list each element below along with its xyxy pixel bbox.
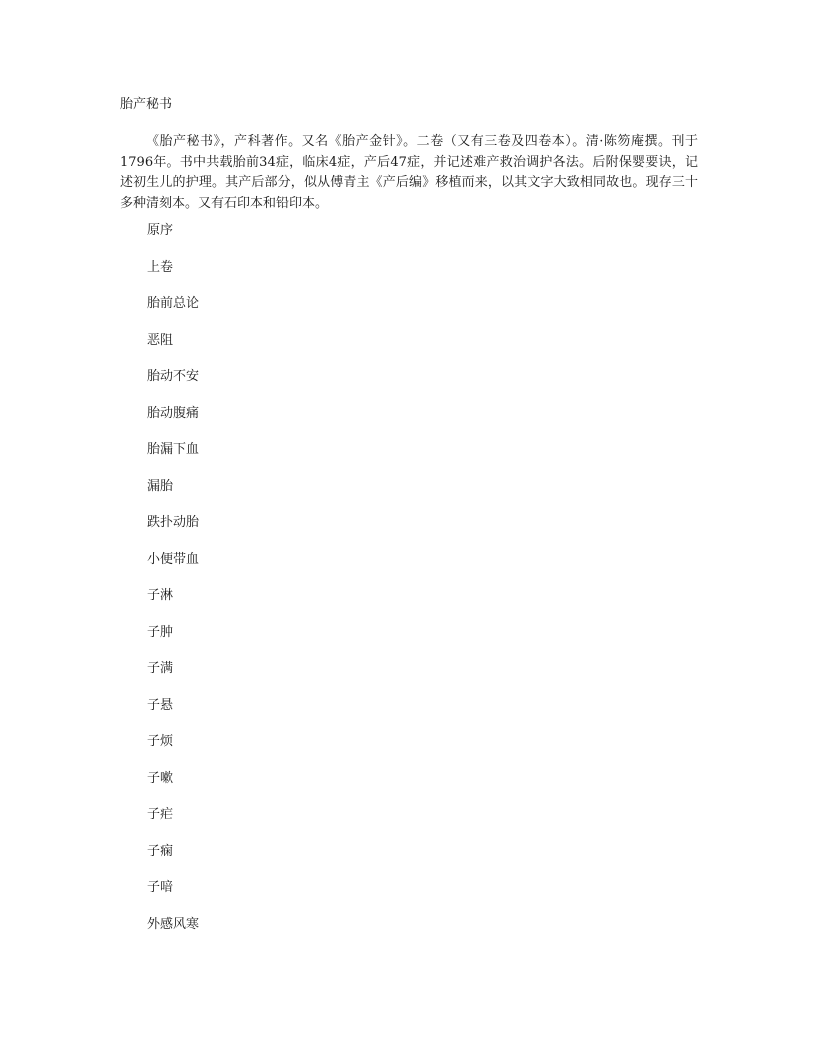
toc-item: 跌扑动胎 [147,515,200,530]
toc-item: 子嗽 [147,770,174,786]
toc-item: 上卷 [147,259,174,275]
toc-item: 子喑 [147,880,174,895]
toc-item: 子肿 [147,624,174,640]
toc-item: 胎漏下血 [147,442,200,457]
toc-item: 漏胎 [147,478,174,494]
toc-item: 子烦 [147,734,174,749]
intro-paragraph: 《胎产秘书》，产科著作。又名《胎产金针》。二卷（又有三卷及四卷本）。清·陈笏庵撰。刊于1796年。书中共载胎前34症，临床4症，产后47症，并记述难产救治调护各法。后附保婴要诀，记述初生儿的护理。其产后部分，似从傅青主《产后编》移植而来，以其文字大致相同故也。现存三十多种清刻本。又有石印本和铅印本。 [120,134,698,211]
toc-item: 小便带血 [147,551,200,567]
toc-item: 子痫 [147,843,174,859]
toc-item: 外感风寒 [147,916,200,932]
table-of-contents [147,222,199,952]
document-title: 胎产秘书 [120,97,173,112]
toc-item: 子悬 [147,697,174,713]
toc-item: 恶阻 [147,332,174,348]
toc-item: 子疟 [147,807,174,822]
toc-item: 胎前总论 [147,296,200,311]
toc-item: 子淋 [147,588,174,603]
toc-item: 胎动不安 [147,369,200,384]
toc-item: 胎动腹痛 [147,405,200,421]
toc-item: 原序 [147,223,174,238]
toc-item: 子满 [147,661,174,676]
